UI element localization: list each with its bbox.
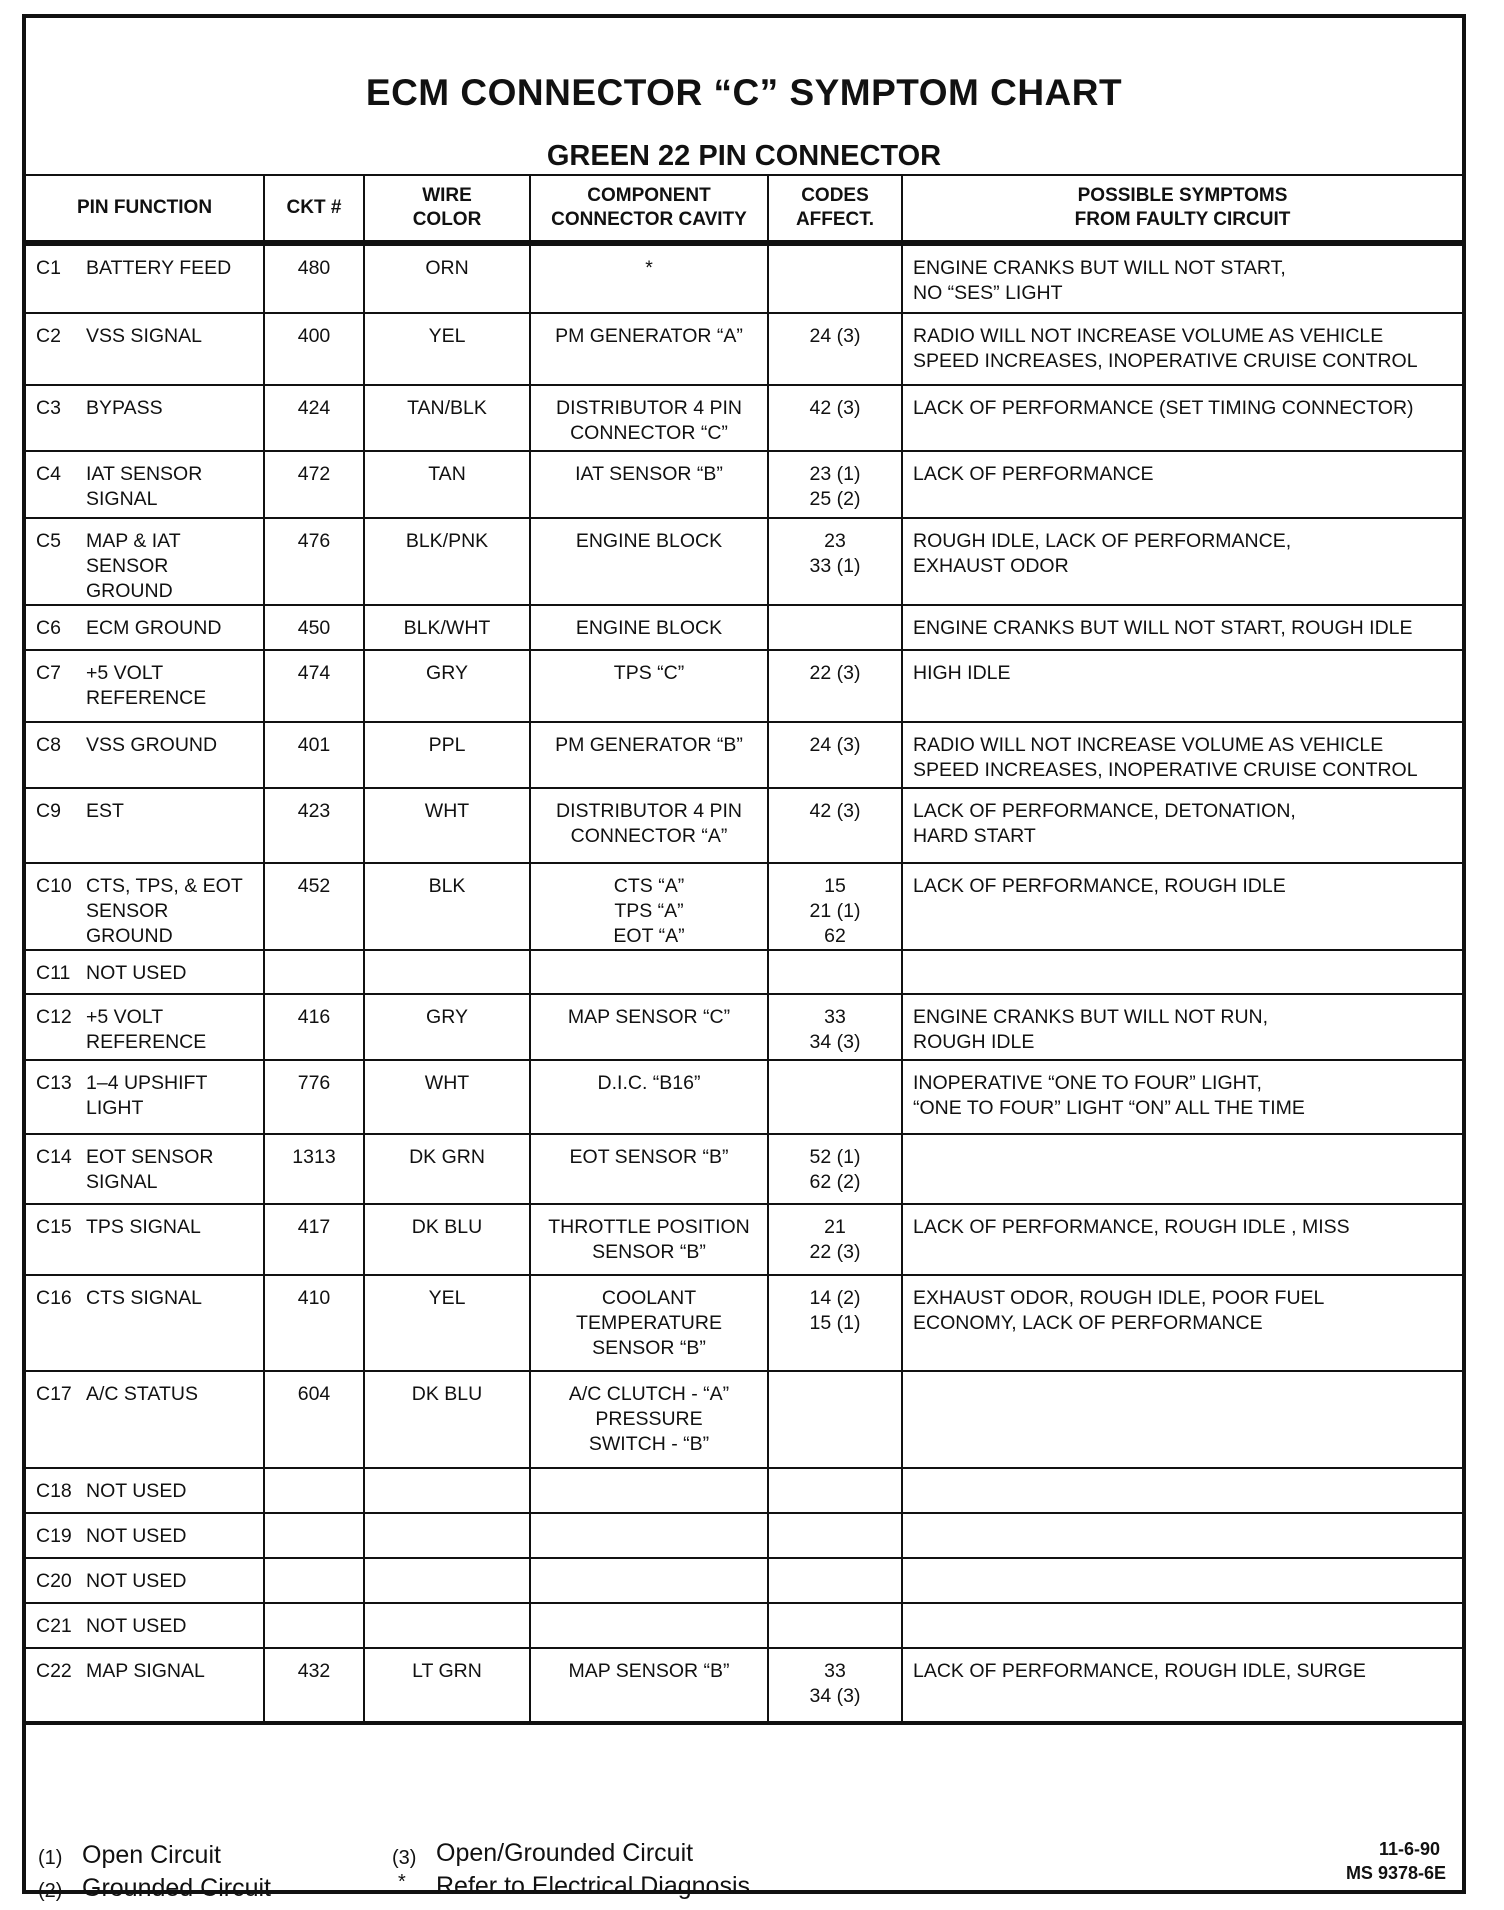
legend-key: * xyxy=(398,1871,406,1893)
possible-symptoms: LACK OF PERFORMANCE, DETONATION, HARD START xyxy=(902,788,1462,863)
pin-id: C5 xyxy=(36,530,61,552)
component-cavity: ENGINE BLOCK xyxy=(530,518,768,605)
component-cavity: DISTRIBUTOR 4 PIN CONNECTOR “A” xyxy=(530,788,768,863)
table-row xyxy=(26,1371,1462,1468)
codes-affected: 14 (2) 15 (1) xyxy=(768,1275,902,1371)
codes-affected: 24 (3) xyxy=(768,313,902,385)
legend-text: Grounded Circuit xyxy=(82,1874,271,1902)
pin-function-cell xyxy=(26,1468,264,1513)
possible-symptoms: ROUGH IDLE, LACK OF PERFORMANCE, EXHAUST ODOR xyxy=(902,518,1462,605)
component-cavity: * xyxy=(530,243,768,313)
codes-affected: 23 33 (1) xyxy=(768,518,902,605)
pin-id: C16 xyxy=(36,1287,72,1309)
header-symptoms: POSSIBLE SYMPTOMS FROM FAULTY CIRCUIT xyxy=(902,175,1462,243)
ckt-number: 423 xyxy=(264,788,364,863)
pin-function: IAT SENSOR SIGNAL xyxy=(86,463,203,510)
pin-function: NOT USED xyxy=(86,1480,187,1502)
wire-color: BLK/PNK xyxy=(364,518,530,605)
possible-symptoms: ENGINE CRANKS BUT WILL NOT RUN, ROUGH IDLE xyxy=(902,994,1462,1060)
table-row xyxy=(26,722,1462,788)
possible-symptoms: RADIO WILL NOT INCREASE VOLUME AS VEHICLE SPEED INCREASES, INOPERATIVE CRUISE CONTROL xyxy=(902,722,1462,788)
header-ckt: CKT # xyxy=(264,175,364,243)
wire-color: WHT xyxy=(364,788,530,863)
symptom-table xyxy=(26,174,1462,1725)
pin-function-cell xyxy=(26,863,264,950)
table-row xyxy=(26,1468,1462,1513)
wire-color: ORN xyxy=(364,243,530,313)
ckt-number xyxy=(264,1603,364,1648)
pin-function-cell xyxy=(26,788,264,863)
codes-affected: 33 34 (3) xyxy=(768,994,902,1060)
pin-id: C11 xyxy=(36,962,71,984)
ckt-number xyxy=(264,1558,364,1603)
possible-symptoms: LACK OF PERFORMANCE (SET TIMING CONNECTOR) xyxy=(902,385,1462,451)
component-cavity: MAP SENSOR “B” xyxy=(530,1648,768,1723)
component-cavity: ENGINE BLOCK xyxy=(530,605,768,650)
pin-id: C17 xyxy=(36,1383,72,1405)
pin-function: NOT USED xyxy=(86,1570,187,1592)
pin-function: NOT USED xyxy=(86,1615,187,1637)
chart-frame xyxy=(22,14,1466,1902)
pin-id: C13 xyxy=(36,1072,72,1094)
component-cavity xyxy=(530,1603,768,1648)
possible-symptoms: LACK OF PERFORMANCE, ROUGH IDLE , MISS xyxy=(902,1204,1462,1275)
pin-id: C6 xyxy=(36,617,61,639)
pin-function: CTS, TPS, & EOT SENSOR GROUND xyxy=(86,875,243,947)
possible-symptoms xyxy=(902,1468,1462,1513)
pin-function-cell xyxy=(26,518,264,605)
ckt-number: 476 xyxy=(264,518,364,605)
table-row xyxy=(26,788,1462,863)
legend-text: Open Circuit xyxy=(82,1841,221,1869)
pin-function-cell xyxy=(26,1603,264,1648)
table-row xyxy=(26,518,1462,605)
wire-color: YEL xyxy=(364,1275,530,1371)
pin-function: +5 VOLT REFERENCE xyxy=(86,1006,207,1053)
table-row xyxy=(26,1204,1462,1275)
table-row xyxy=(26,1275,1462,1371)
pin-function: BYPASS xyxy=(86,397,163,419)
pin-id: C9 xyxy=(36,800,61,822)
component-cavity xyxy=(530,950,768,994)
pin-function: NOT USED xyxy=(86,962,187,984)
wire-color xyxy=(364,1558,530,1603)
ckt-number xyxy=(264,1513,364,1558)
table-row xyxy=(26,950,1462,994)
table-row xyxy=(26,863,1462,950)
component-cavity xyxy=(530,1558,768,1603)
pin-id: C2 xyxy=(36,325,61,347)
wire-color: DK BLU xyxy=(364,1371,530,1468)
ckt-number: 450 xyxy=(264,605,364,650)
possible-symptoms: INOPERATIVE “ONE TO FOUR” LIGHT, “ONE TO FOUR” LIGHT “ON” ALL THE TIME xyxy=(902,1060,1462,1134)
pin-id: C21 xyxy=(36,1615,72,1637)
wire-color: TAN xyxy=(364,451,530,518)
component-cavity: PM GENERATOR “B” xyxy=(530,722,768,788)
table-row xyxy=(26,1134,1462,1204)
header-codes: CODES AFFECT. xyxy=(768,175,902,243)
component-cavity xyxy=(530,1468,768,1513)
header-wire-color: WIRE COLOR xyxy=(364,175,530,243)
component-cavity: D.I.C. “B16” xyxy=(530,1060,768,1134)
possible-symptoms xyxy=(902,950,1462,994)
pin-id: C15 xyxy=(36,1216,72,1238)
possible-symptoms: RADIO WILL NOT INCREASE VOLUME AS VEHICLE SPEED INCREASES, INOPERATIVE CRUISE CONTROL xyxy=(902,313,1462,385)
header-pin-function: PIN FUNCTION xyxy=(26,175,264,243)
pin-function: +5 VOLT REFERENCE xyxy=(86,662,207,709)
possible-symptoms: HIGH IDLE xyxy=(902,650,1462,722)
pin-function: A/C STATUS xyxy=(86,1383,198,1405)
table-row xyxy=(26,605,1462,650)
table-row xyxy=(26,451,1462,518)
codes-affected: 33 34 (3) xyxy=(768,1648,902,1723)
ckt-number: 474 xyxy=(264,650,364,722)
revision-date: 11-6-90 xyxy=(1378,1839,1440,1859)
component-cavity: TPS “C” xyxy=(530,650,768,722)
possible-symptoms xyxy=(902,1513,1462,1558)
header-row xyxy=(26,175,1462,243)
possible-symptoms xyxy=(902,1603,1462,1648)
pin-function: BATTERY FEED xyxy=(86,257,232,279)
pin-id: C1 xyxy=(36,257,61,279)
pin-function-cell xyxy=(26,605,264,650)
pin-id: C8 xyxy=(36,734,61,756)
wire-color: YEL xyxy=(364,313,530,385)
possible-symptoms: LACK OF PERFORMANCE xyxy=(902,451,1462,518)
codes-affected xyxy=(768,1468,902,1513)
component-cavity: COOLANT TEMPERATURE SENSOR “B” xyxy=(530,1275,768,1371)
ckt-number: 1313 xyxy=(264,1134,364,1204)
component-cavity: IAT SENSOR “B” xyxy=(530,451,768,518)
ckt-number: 424 xyxy=(264,385,364,451)
possible-symptoms: ENGINE CRANKS BUT WILL NOT START, NO “SES” LIGHT xyxy=(902,243,1462,313)
pin-id: C18 xyxy=(36,1480,72,1502)
pin-function-cell xyxy=(26,1648,264,1723)
codes-affected: 22 (3) xyxy=(768,650,902,722)
pin-function-cell xyxy=(26,1371,264,1468)
pin-function-cell xyxy=(26,950,264,994)
ckt-number: 480 xyxy=(264,243,364,313)
ckt-number: 416 xyxy=(264,994,364,1060)
component-cavity xyxy=(530,1513,768,1558)
pin-function-cell xyxy=(26,1134,264,1204)
pin-id: C19 xyxy=(36,1525,72,1547)
pin-function: EST xyxy=(86,800,124,822)
codes-affected: 15 21 (1) 62 xyxy=(768,863,902,950)
codes-affected xyxy=(768,1060,902,1134)
ckt-number: 776 xyxy=(264,1060,364,1134)
table-row xyxy=(26,385,1462,451)
legend-key: (3) xyxy=(392,1847,417,1869)
possible-symptoms: LACK OF PERFORMANCE, ROUGH IDLE, SURGE xyxy=(902,1648,1462,1723)
wire-color: TAN/BLK xyxy=(364,385,530,451)
pin-function-cell xyxy=(26,1513,264,1558)
pin-id: C20 xyxy=(36,1570,72,1592)
pin-function-cell xyxy=(26,243,264,313)
table-row xyxy=(26,1513,1462,1558)
possible-symptoms: LACK OF PERFORMANCE, ROUGH IDLE xyxy=(902,863,1462,950)
codes-affected xyxy=(768,1603,902,1648)
legend-text: Open/Grounded Circuit xyxy=(436,1839,694,1867)
pin-function: ECM GROUND xyxy=(86,617,222,639)
component-cavity: MAP SENSOR “C” xyxy=(530,994,768,1060)
ckt-number: 400 xyxy=(264,313,364,385)
wire-color: BLK xyxy=(364,863,530,950)
pin-function: NOT USED xyxy=(86,1525,187,1547)
component-cavity: PM GENERATOR “A” xyxy=(530,313,768,385)
possible-symptoms: ENGINE CRANKS BUT WILL NOT START, ROUGH IDLE xyxy=(902,605,1462,650)
legend-key: (1) xyxy=(38,1847,63,1869)
pin-function: VSS GROUND xyxy=(86,734,218,756)
pin-function-cell xyxy=(26,1060,264,1134)
table-row xyxy=(26,1648,1462,1723)
pin-function-cell xyxy=(26,1204,264,1275)
pin-id: C4 xyxy=(36,463,61,485)
pin-function-cell xyxy=(26,994,264,1060)
component-cavity: A/C CLUTCH - “A” PRESSURE SWITCH - “B” xyxy=(530,1371,768,1468)
pin-function-cell xyxy=(26,650,264,722)
ckt-number: 472 xyxy=(264,451,364,518)
document-id: MS 9378-6E xyxy=(1345,1863,1446,1883)
pin-id: C14 xyxy=(36,1146,72,1168)
pin-function-cell xyxy=(26,451,264,518)
possible-symptoms xyxy=(902,1371,1462,1468)
table-row xyxy=(26,1603,1462,1648)
wire-color: LT GRN xyxy=(364,1648,530,1723)
possible-symptoms xyxy=(902,1134,1462,1204)
chart-subtitle: GREEN 22 PIN CONNECTOR xyxy=(546,140,942,172)
pin-function-cell xyxy=(26,313,264,385)
pin-function: CTS SIGNAL xyxy=(86,1287,202,1309)
possible-symptoms xyxy=(902,1558,1462,1603)
pin-id: C22 xyxy=(36,1660,72,1682)
codes-affected xyxy=(768,1513,902,1558)
component-cavity: CTS “A” TPS “A” EOT “A” xyxy=(530,863,768,950)
ckt-number: 417 xyxy=(264,1204,364,1275)
pin-function: TPS SIGNAL xyxy=(86,1216,201,1238)
legend-text: Refer to Electrical Diagnosis xyxy=(436,1872,751,1900)
wire-color xyxy=(364,1603,530,1648)
wire-color: DK GRN xyxy=(364,1134,530,1204)
pin-id: C7 xyxy=(36,662,61,684)
ckt-number xyxy=(264,1468,364,1513)
wire-color: WHT xyxy=(364,1060,530,1134)
codes-affected: 52 (1) 62 (2) xyxy=(768,1134,902,1204)
pin-function: VSS SIGNAL xyxy=(86,325,202,347)
wire-color: GRY xyxy=(364,994,530,1060)
component-cavity: THROTTLE POSITION SENSOR “B” xyxy=(530,1204,768,1275)
codes-affected: 23 (1) 25 (2) xyxy=(768,451,902,518)
component-cavity: EOT SENSOR “B” xyxy=(530,1134,768,1204)
wire-color xyxy=(364,950,530,994)
table-row xyxy=(26,1558,1462,1603)
table-row xyxy=(26,313,1462,385)
table-row xyxy=(26,650,1462,722)
wire-color: PPL xyxy=(364,722,530,788)
codes-affected xyxy=(768,950,902,994)
pin-function: MAP SIGNAL xyxy=(86,1660,205,1682)
codes-affected xyxy=(768,1558,902,1603)
codes-affected: 42 (3) xyxy=(768,385,902,451)
possible-symptoms: EXHAUST ODOR, ROUGH IDLE, POOR FUEL ECONOMY, LACK OF PERFORMANCE xyxy=(902,1275,1462,1371)
pin-function-cell xyxy=(26,1558,264,1603)
ckt-number xyxy=(264,950,364,994)
wire-color xyxy=(364,1513,530,1558)
wire-color xyxy=(364,1468,530,1513)
pin-function-cell xyxy=(26,722,264,788)
codes-affected xyxy=(768,1371,902,1468)
codes-affected xyxy=(768,243,902,313)
table-row xyxy=(26,994,1462,1060)
table-row xyxy=(26,1060,1462,1134)
ckt-number: 432 xyxy=(264,1648,364,1723)
legend-key: (2) xyxy=(38,1880,63,1902)
pin-function-cell xyxy=(26,1275,264,1371)
wire-color: DK BLU xyxy=(364,1204,530,1275)
codes-affected xyxy=(768,605,902,650)
pin-id: C10 xyxy=(36,875,72,897)
pin-function: 1–4 UPSHIFT LIGHT xyxy=(86,1072,208,1119)
chart-title: ECM CONNECTOR “C” SYMPTOM CHART xyxy=(365,72,1123,113)
header-component: COMPONENT CONNECTOR CAVITY xyxy=(530,175,768,243)
wire-color: GRY xyxy=(364,650,530,722)
codes-affected: 42 (3) xyxy=(768,788,902,863)
table-row xyxy=(26,243,1462,313)
wire-color: BLK/WHT xyxy=(364,605,530,650)
ckt-number: 604 xyxy=(264,1371,364,1468)
pin-id: C3 xyxy=(36,397,61,419)
legend xyxy=(26,1815,1462,1902)
component-cavity: DISTRIBUTOR 4 PIN CONNECTOR “C” xyxy=(530,385,768,451)
ckt-number: 452 xyxy=(264,863,364,950)
pin-function: MAP & IAT SENSOR GROUND xyxy=(86,530,181,602)
pin-id: C12 xyxy=(36,1006,72,1028)
ckt-number: 401 xyxy=(264,722,364,788)
codes-affected: 24 (3) xyxy=(768,722,902,788)
codes-affected: 21 22 (3) xyxy=(768,1204,902,1275)
ckt-number: 410 xyxy=(264,1275,364,1371)
pin-function: EOT SENSOR SIGNAL xyxy=(86,1146,214,1193)
pin-function-cell xyxy=(26,385,264,451)
